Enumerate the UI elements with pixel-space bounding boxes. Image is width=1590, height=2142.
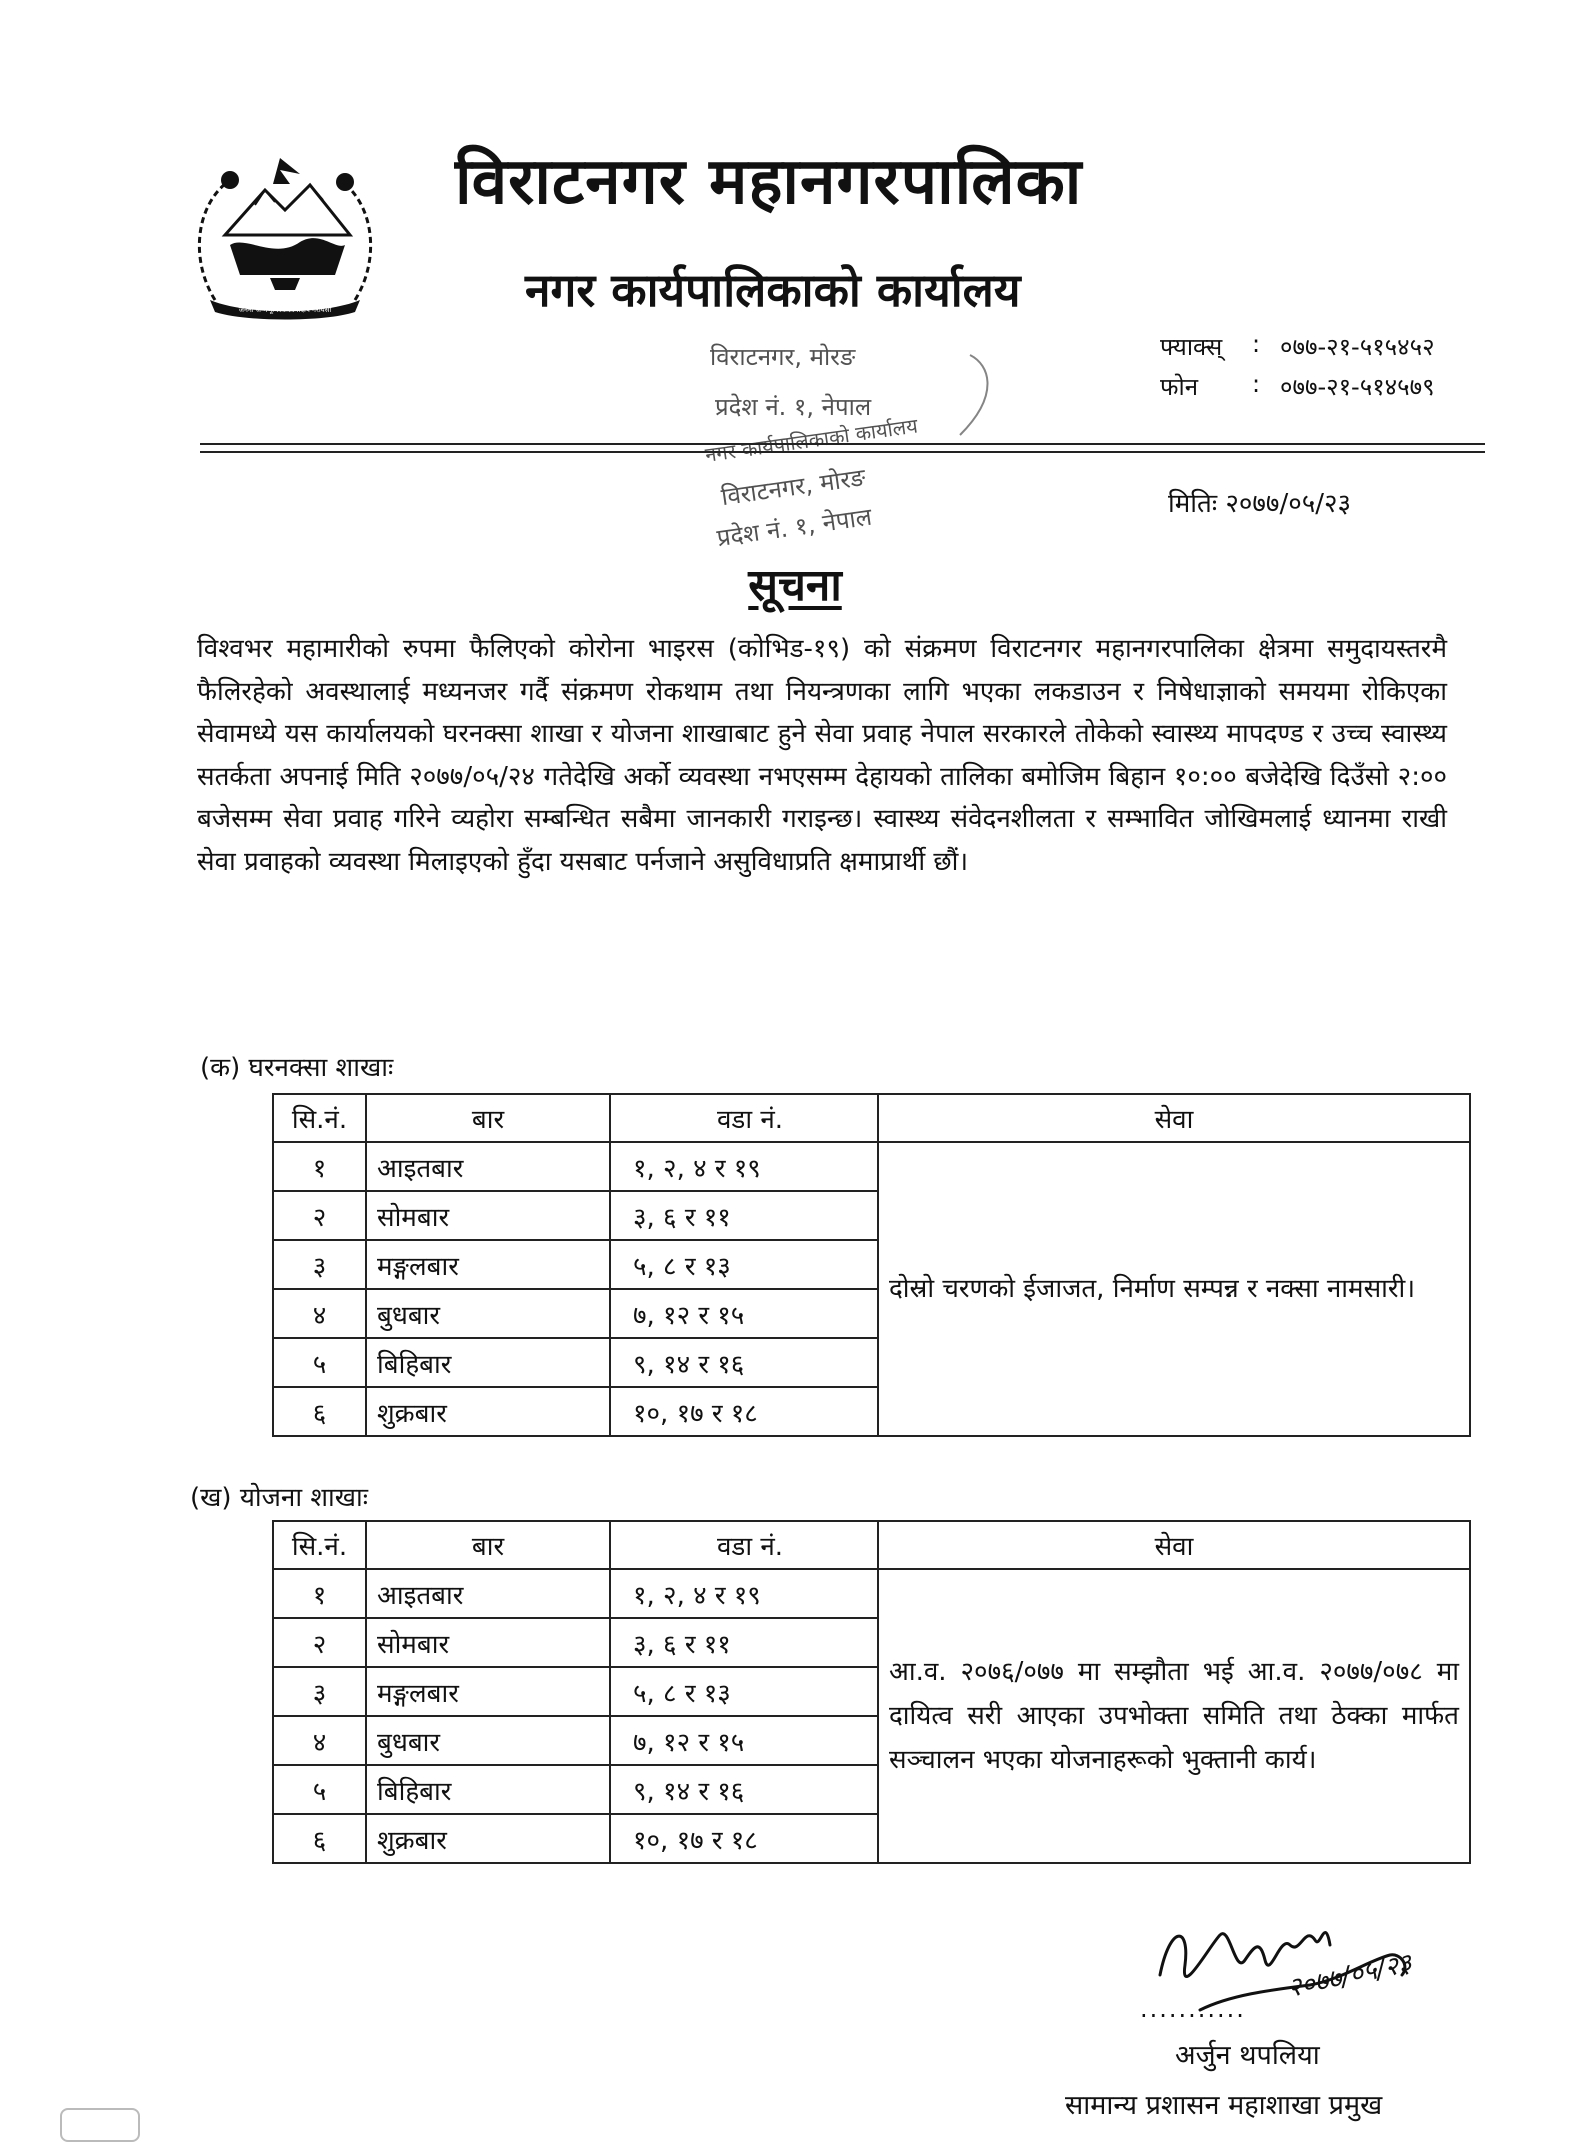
notice-heading-text: सूचना [748,560,842,611]
cell-bar: शुक्रबार [366,1814,610,1863]
notice-date [1168,484,1351,520]
cell-seva: दोस्रो चरणको ईजाजत, निर्माण सम्पन्न र नक्सा नामसारी। [878,1142,1470,1436]
cell-bar: बिहिबार [366,1338,610,1387]
phone-separator: : [1252,370,1261,398]
header-ward: वडा नं. [610,1094,878,1142]
cell-bar: बिहिबार [366,1765,610,1814]
cell-sn: ५ [273,1338,366,1387]
fax-separator: : [1252,330,1261,358]
signature-date: २०७७/०५/२३ [1285,1948,1415,2004]
signer-title: सामान्य प्रशासन महाशाखा प्रमुख [1065,2090,1383,2121]
stamp-line: नगर कार्यपालिकाको कार्यालय [703,413,920,467]
nepal-emblem-logo [185,150,385,320]
cell-bar: आइतबार [366,1569,610,1618]
header-seva: सेवा [878,1521,1470,1569]
signature-dotted-line: ........... [1140,1995,1246,2023]
cell-bar: शुक्रबार [366,1387,610,1436]
cell-bar: बुधबार [366,1289,610,1338]
cell-ward: ३, ६ र ११ [610,1191,878,1240]
cell-sn: ५ [273,1765,366,1814]
table-header-row [273,1521,1470,1569]
cell-ward: ३, ६ र ११ [610,1618,878,1667]
emblem-motto-text: जननी जन्मभूमिश्च स्वर्गादपि गरीयसी [238,306,332,314]
stamp-line: प्रदेश नं. १, नेपाल [715,502,874,553]
cell-sn: ३ [273,1240,366,1289]
office-title: विराटनगर महानगरपालिका [455,145,1083,219]
table-header-row [273,1094,1470,1142]
section-label-gharnaksa: (क) घरनक्सा शाखाः [200,1053,394,1083]
cell-bar: बुधबार [366,1716,610,1765]
office-stamp-round [680,405,980,555]
cell-bar: मङ्गलबार [366,1667,610,1716]
header-sn: सि.नं. [273,1094,366,1142]
cell-sn: ६ [273,1387,366,1436]
table-row [273,1569,1470,1618]
cell-sn: ६ [273,1814,366,1863]
section-label-yojana: (ख) योजना शाखाः [190,1483,369,1513]
header-ward: वडा नं. [610,1521,878,1569]
cell-ward: १, २, ४ र १९ [610,1142,878,1191]
cell-ward: ७, १२ र १५ [610,1716,878,1765]
stamp-line: विराटनगर, मोरङ [719,463,868,512]
cell-sn: ३ [273,1667,366,1716]
fax-number: ०७७-२१-५१५४५२ [1280,333,1435,361]
cell-sn: १ [273,1142,366,1191]
phone-number: ०७७-२१-५१४५७९ [1280,373,1435,401]
phone-label: फोन [1160,373,1199,401]
cell-ward: १०, १७ र १८ [610,1387,878,1436]
signer-name: अर्जुन थपलिया [1175,2040,1320,2071]
cell-ward: ५, ८ र १३ [610,1240,878,1289]
table-row [273,1142,1470,1191]
stamp-line: विराटनगर, मोरङ [710,343,856,371]
cell-sn: ४ [273,1289,366,1338]
page-corner-mark [60,2108,140,2142]
cell-ward: ९, १४ र १६ [610,1765,878,1814]
cell-ward: १०, १७ र १८ [610,1814,878,1863]
header-bar: बार [366,1094,610,1142]
header-rule-bottom [200,451,1485,453]
cell-bar: सोमबार [366,1191,610,1240]
office-subtitle: नगर कार्यपालिकाको कार्यालय [525,263,1021,317]
header-rule-top [200,443,1485,445]
notice-heading [0,553,1590,613]
header-bar: बार [366,1521,610,1569]
header-seva: सेवा [878,1094,1470,1142]
schedule-table-yojana [272,1520,1471,1864]
fax-label: फ्याक्स् [1160,333,1223,361]
header-sn: सि.नं. [273,1521,366,1569]
cell-sn: २ [273,1191,366,1240]
schedule-table-gharnaksa [272,1093,1471,1437]
date-value: २०७७/०५/२३ [1225,489,1352,519]
cell-sn: १ [273,1569,366,1618]
cell-ward: ७, १२ र १५ [610,1289,878,1338]
stamp-line: प्रदेश नं. १, नेपाल [715,393,872,421]
cell-ward: ५, ८ र १३ [610,1667,878,1716]
cell-ward: ९, १४ र १६ [610,1338,878,1387]
cell-sn: ४ [273,1716,366,1765]
cell-sn: २ [273,1618,366,1667]
cell-bar: सोमबार [366,1618,610,1667]
cell-ward: १, २, ४ र १९ [610,1569,878,1618]
notice-body: विश्वभर महामारीको रुपमा फैलिएको कोरोना भाइरस (कोभिड-१९) को संक्रमण विराटनगर महानगरपालिका क्षेत्रमा समुदायस्तरमै फैलिरहेको अवस्थालाई मध्यनजर गर्दै संक्रमण रोकथाम तथा नियन्त्रणका लागि भएका लकडाउन र निषेधाज्ञाको समयमा रोकिएका सेवामध्ये यस कार्यालयको घरनक्सा शाखा र योजना शाखाबाट हुने सेवा प्रवाह नेपाल सरकारले तोकेको स्वास्थ्य मापदण्ड र उच्च स्वास्थ्य सतर्कता अपनाई मिति २०७७/०५/२४ गतेदेखि अर्को व्यवस्था नभएसम्म देहायको तालिका बमोजिम बिहान १०:०० बजेदेखि दिउँसो २:०० बजेसम्म सेवा प्रवाह गरिने व्यहोरा सम्बन्धित सबैमा जानकारी गराइन्छ। स्वास्थ्य संवेदनशीलता र सम्भावित जोखिमलाई ध्यानमा राखी सेवा प्रवाहको व्यवस्था मिलाइएको हुँदा यसबाट पर्नजाने असुविधाप्रति क्षमाप्रार्थी छौं। [197,634,1447,877]
date-label: मितिः [1168,489,1218,519]
cell-bar: आइतबार [366,1142,610,1191]
cell-bar: मङ्गलबार [366,1240,610,1289]
cell-seva: आ.व. २०७६/०७७ मा सम्झौता भई आ.व. २०७७/०७८ मा दायित्व सरी आएका उपभोक्ता समिति तथा ठेक्का मार्फत सञ्चालन भएका योजनाहरूको भुक्तानी कार्य। [878,1569,1470,1863]
